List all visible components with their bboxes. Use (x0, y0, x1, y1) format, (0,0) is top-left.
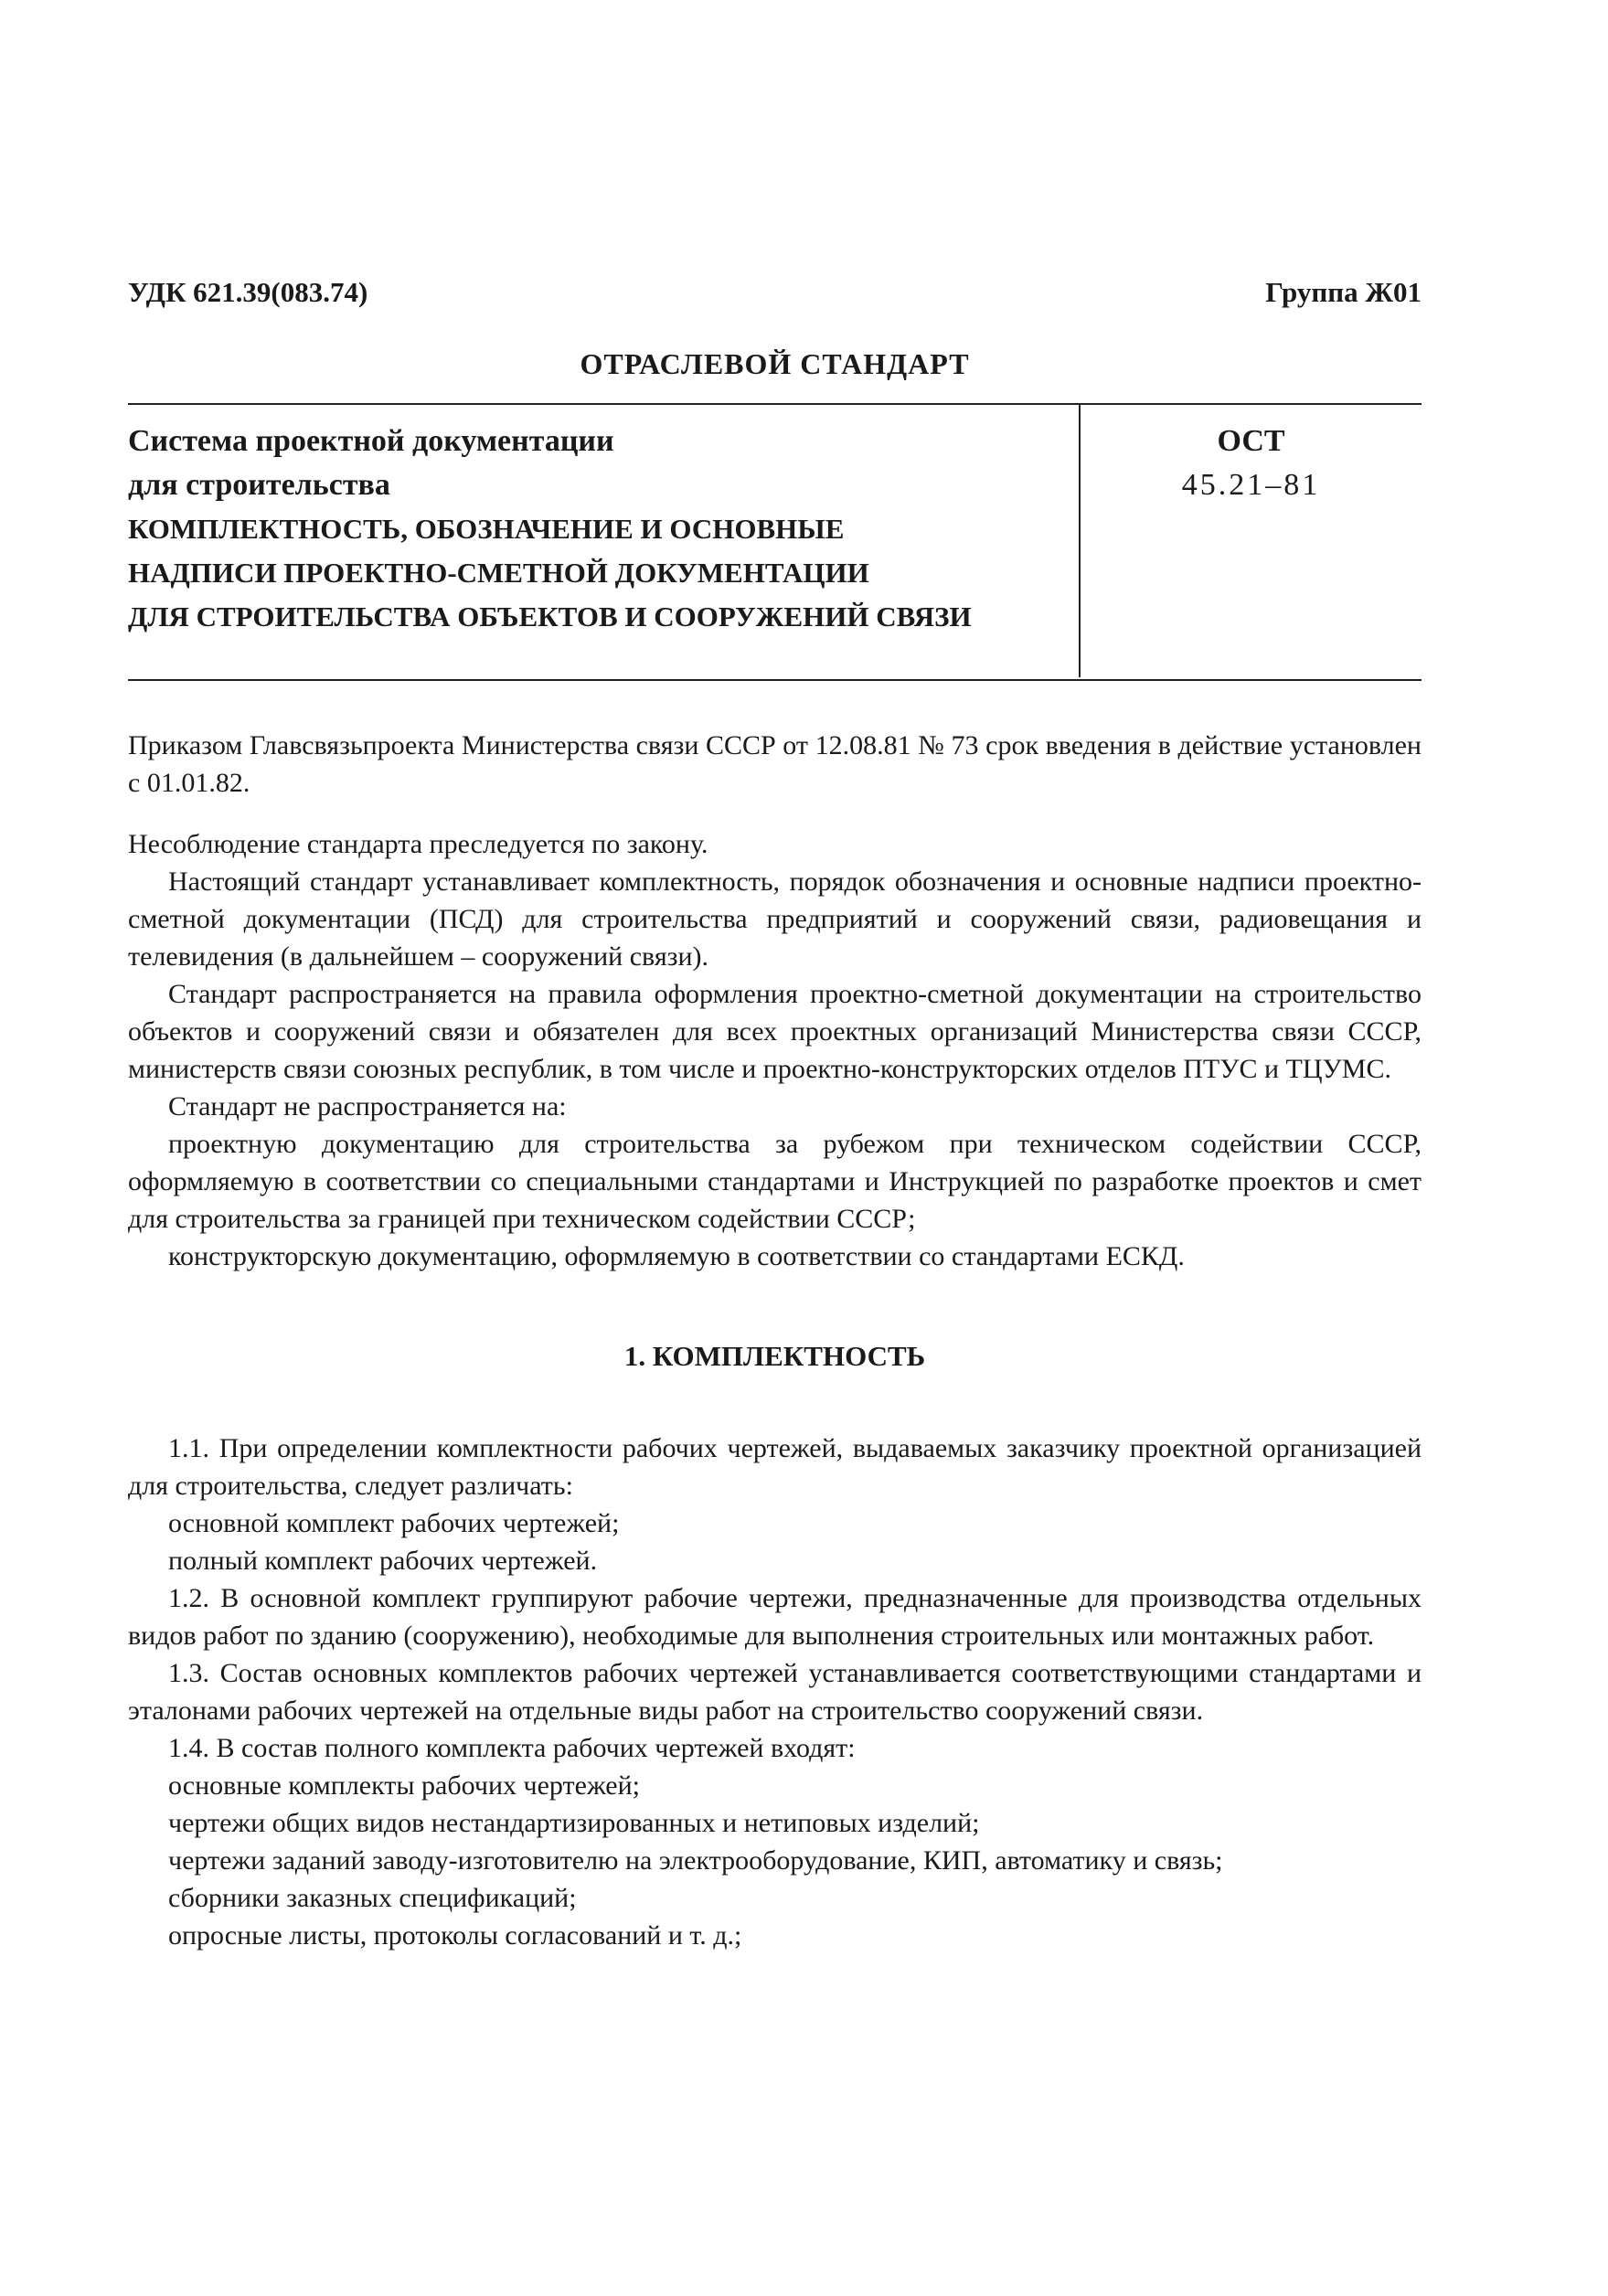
paragraph: конструкторскую документацию, оформляемую в соответствии со стандартами ЕСКД. (168, 1241, 1185, 1271)
designation-label: ОСТ (1217, 424, 1285, 458)
list-item: опросные листы, протоколы согласований и т. д.; (168, 1920, 742, 1951)
title-block (128, 403, 1422, 681)
paragraph: проектную документацию для строительства за рубежом при техническом содействии СССР, оформляемую в соответствии со специальными стандартами и Инструкцией по разработке проектов и смет для строительства за границей при техническом содействии СССР; (128, 1129, 1422, 1234)
list-item: чертежи общих видов нестандартизированных и нетиповых изделий; (168, 1808, 980, 1838)
standard-designation (1081, 420, 1422, 507)
group-code: Группа Ж01 (1265, 276, 1422, 308)
title-line: ДЛЯ СТРОИТЕЛЬСТВА ОБЪЕКТОВ И СООРУЖЕНИЙ СВЯЗИ (128, 601, 972, 632)
list-item: основной комплект рабочих чертежей; (168, 1508, 620, 1538)
standard-kind: ОТРАСЛЕВОЙ СТАНДАРТ (580, 347, 970, 380)
standard-number: 45.21–81 (1181, 468, 1321, 502)
header-row (128, 276, 1422, 313)
section-heading: 1. КОМПЛЕКТНОСТЬ (623, 1340, 926, 1372)
title-line: Система проектной документации (128, 424, 614, 458)
udk-code: УДК 621.39(083.74) (128, 276, 368, 308)
clause: 1.2. В основной комплект группируют рабочие чертежи, предназначенные для производства отдельных видов работ по зданию (сооружению), необходимые для выполнения строительных или монтажных работ. (128, 1583, 1422, 1651)
title-line: НАДПИСИ ПРОЕКТНО-СМЕТНОЙ ДОКУМЕНТАЦИИ (128, 557, 869, 589)
paragraph: Стандарт не распространяется на: (168, 1091, 567, 1121)
document-body (128, 727, 1422, 1954)
standard-title (128, 420, 1079, 639)
clause: 1.1. При определении комплектности рабочих чертежей, выдаваемых заказчику проектной организацией для строительства, следует различать: (128, 1433, 1422, 1501)
clause: 1.4. В состав полного комплекта рабочих чертежей входят: (168, 1733, 856, 1763)
paragraph: Стандарт распространяется на правила оформления проектно-сметной документации на строительство объектов и сооружений связи и обязателен для всех проектных организаций Министерства связи СССР, министерств связи союзных республик, в том числе и проектно-конструкторских отделов ПТУС и ТЦУМС. (128, 979, 1422, 1084)
paragraph: Настоящий стандарт устанавливает комплектность, порядок обозначения и основные надписи проектно-сметной документации (ПСД) для строительства предприятий и сооружений связи, радиовещания и телевидения (в дальнейшем – сооружений связи). (128, 866, 1422, 972)
list-item: полный комплект рабочих чертежей. (168, 1546, 598, 1576)
list-item: сборники заказных спецификаций; (168, 1883, 577, 1913)
title-line: для строительства (128, 468, 390, 502)
list-item: основные комплекты рабочих чертежей; (168, 1770, 640, 1801)
order-paragraph: Приказом Главсвязьпроекта Министерства связи СССР от 12.08.81 № 73 срок введения в действие установлен с 01.01.82. (128, 730, 1422, 798)
title-line: КОМПЛЕКТНОСТЬ, ОБОЗНАЧЕНИЕ И ОСНОВНЫЕ (128, 513, 845, 545)
clause: 1.3. Состав основных комплектов рабочих чертежей устанавливается соответствующими стандартами и эталонами рабочих чертежей на отдельные виды работ на строительство сооружений связи. (128, 1658, 1422, 1726)
list-item: чертежи заданий заводу-изготовителю на электрооборудование, КИП, автоматику и связь; (168, 1845, 1223, 1876)
law-notice: Несоблюдение стандарта преследуется по закону. (128, 829, 708, 859)
